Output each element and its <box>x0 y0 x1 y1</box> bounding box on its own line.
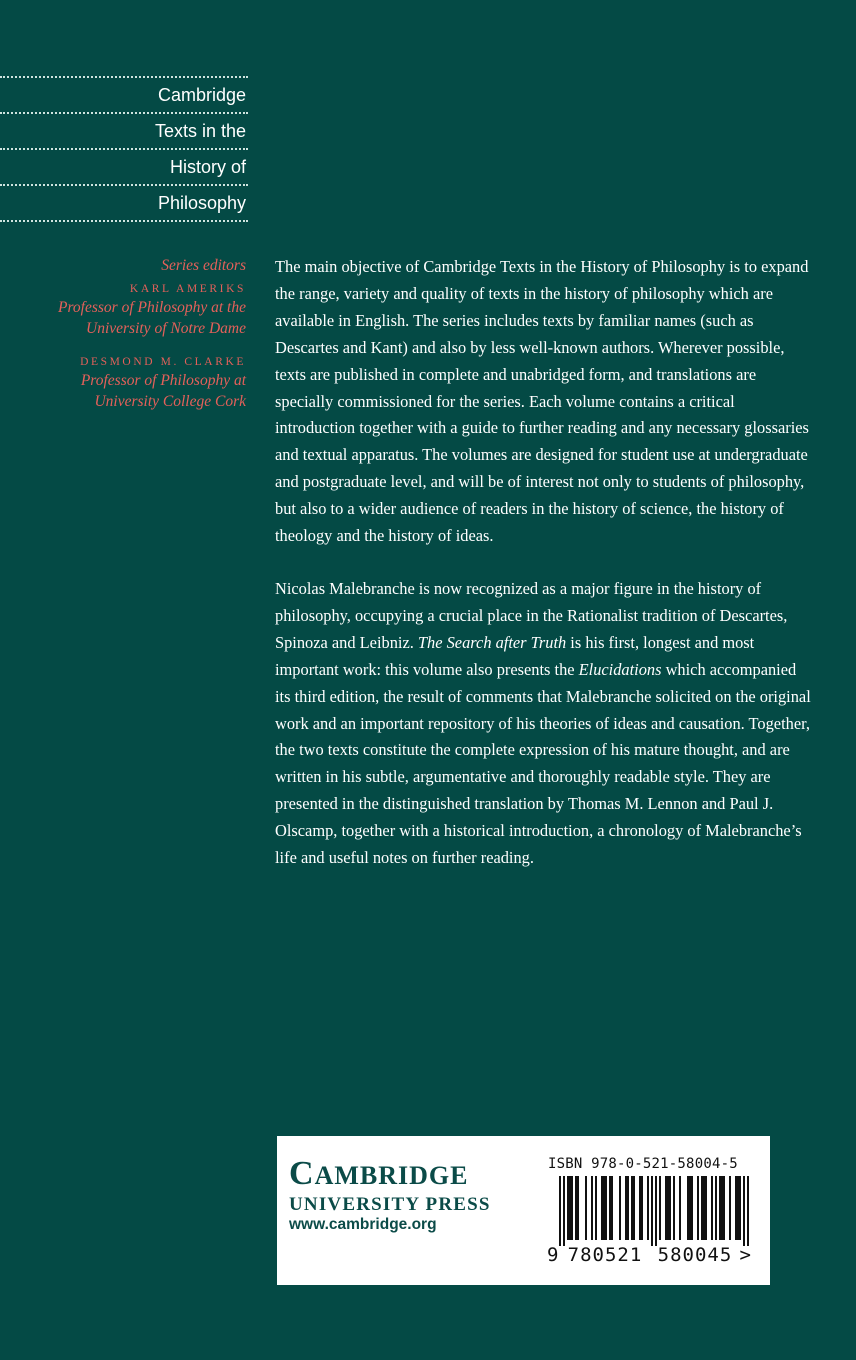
editor-name: DESMOND M. CLARKE <box>80 356 246 368</box>
editor-affiliation: University College Cork <box>94 393 246 410</box>
barcode-bar <box>715 1176 717 1240</box>
editor-affiliation: Professor of Philosophy at <box>80 372 246 389</box>
blurb-text: Nicolas Malebranche is now recognized as a major figure in the history of philosophy, occupying a crucial place in the Rationalist tradition of Descartes, Spinoza and Leibniz. <box>275 578 788 652</box>
barcode-bar <box>655 1176 657 1246</box>
back-cover-blurb <box>275 254 815 872</box>
barcode-bar <box>747 1176 749 1246</box>
blurb-text: which accompanied its third edition, the result of comments that Malebranche solicited on the original work and an important repository of his theories of ideas and causation. Together, the two texts constitute the complete expression of his mature thought, and are written in his subtle, argumentative and thoroughly readable style. They are presented in the distinguished translation by Thomas M. Lennon and Paul J. Olscamp, together with a historical introduction, a chronology of Malebranche’s life and useful notes on further reading. <box>275 659 811 868</box>
barcode-bar <box>591 1176 593 1240</box>
publisher-url: www.cambridge.org <box>289 1216 437 1233</box>
barcode-bar <box>697 1176 699 1240</box>
publisher-press: UNIVERSITY PRESS <box>289 1194 491 1215</box>
barcode-bar <box>559 1176 561 1246</box>
barcode-digit-first: 9 <box>547 1244 559 1266</box>
blurb-paragraph-book <box>275 576 815 872</box>
barcode-bar <box>735 1176 737 1240</box>
barcode-bar <box>719 1176 721 1240</box>
series-title-block <box>0 76 248 222</box>
barcode-digits-right: 580045 <box>657 1244 733 1266</box>
barcode-bar <box>691 1176 693 1240</box>
blurb-paragraph-series: The main objective of Cambridge Texts in the History of Philosophy is to expand the range, variety and quality of texts in the history of philosophy which are available in English. The series includes texts by familiar names (such as Descartes and Kant) and also by less well-known authors. Wherever possible, texts are published in complete and unabridged form, and translations are specially commissioned for the series. Each volume contains a critical introduction together with a guide to further reading and any necessary glossaries and textual apparatus. The volumes are designed for student use at undergraduate and postgraduate level, and will be of interest not only to students of philosophy, but also to a wider audience of readers in the history of science, the history of theology and the history of ideas. <box>275 257 809 546</box>
editor-name: KARL AMERIKS <box>129 283 246 295</box>
barcode-bar <box>679 1176 681 1240</box>
barcode-bar <box>625 1176 627 1240</box>
barcode-bar <box>611 1176 613 1240</box>
barcode-bar <box>577 1176 579 1240</box>
barcode-bar <box>647 1176 649 1240</box>
series-title-line: Philosophy <box>157 193 246 213</box>
barcode-bar <box>605 1176 607 1240</box>
barcode-bar <box>585 1176 587 1240</box>
barcode-bar <box>667 1176 669 1240</box>
dotted-divider <box>0 220 248 222</box>
barcode-bar <box>673 1176 675 1240</box>
isbn-label: ISBN 978-0-521-58004-5 <box>548 1156 738 1172</box>
barcode-bar <box>687 1176 689 1240</box>
barcode-bar <box>737 1176 739 1240</box>
barcode-arrow: > <box>739 1244 751 1266</box>
barcode-bar <box>627 1176 629 1240</box>
barcode-bar <box>651 1176 653 1246</box>
barcode-bar <box>729 1176 731 1240</box>
barcode-bar <box>567 1176 569 1240</box>
barcode-bar <box>723 1176 725 1240</box>
work-title: Elucidations <box>578 659 662 679</box>
editor-affiliation: University of Notre Dame <box>86 320 246 337</box>
barcode-bar <box>703 1176 705 1240</box>
barcode-bar <box>641 1176 643 1240</box>
barcode-bar <box>743 1176 745 1246</box>
barcode-bar <box>595 1176 597 1240</box>
publisher-name: CAMBRIDGE <box>289 1155 469 1192</box>
barcode-bar <box>705 1176 707 1240</box>
barcode-bar <box>631 1176 633 1240</box>
series-editors <box>20 256 246 412</box>
barcode-bar <box>659 1176 661 1240</box>
barcode-bar <box>711 1176 713 1240</box>
barcode-bar <box>603 1176 605 1240</box>
series-editors-label: Series editors <box>161 257 246 274</box>
barcode-bar <box>601 1176 603 1240</box>
barcode-bar <box>665 1176 667 1240</box>
series-title-line: Texts in the <box>154 121 246 141</box>
barcode-bar <box>619 1176 621 1240</box>
barcode-bar <box>721 1176 723 1240</box>
editor-affiliation: Professor of Philosophy at the <box>58 299 246 316</box>
barcode-bar <box>609 1176 611 1240</box>
barcode-bar <box>563 1176 565 1246</box>
publisher-logo <box>289 1156 529 1216</box>
barcode-bar <box>639 1176 641 1240</box>
barcode-bar <box>701 1176 703 1240</box>
barcode-bar <box>739 1176 741 1240</box>
barcode-image <box>559 1176 759 1246</box>
barcode-digits-left: 780521 <box>567 1244 643 1266</box>
blurb-text: is his first, longest and most important work: this volume also presents the <box>275 632 755 679</box>
barcode-bar <box>571 1176 573 1240</box>
barcode-bar <box>669 1176 671 1240</box>
barcode-bar <box>689 1176 691 1240</box>
barcode-bar <box>575 1176 577 1240</box>
barcode-bar <box>633 1176 635 1240</box>
book-title: The Search after Truth <box>417 632 567 652</box>
barcode-digits <box>547 1244 763 1266</box>
series-title-line: History of <box>169 157 246 177</box>
barcode-panel <box>277 1136 770 1285</box>
barcode-bar <box>569 1176 571 1240</box>
series-title-line: Cambridge <box>157 85 246 105</box>
